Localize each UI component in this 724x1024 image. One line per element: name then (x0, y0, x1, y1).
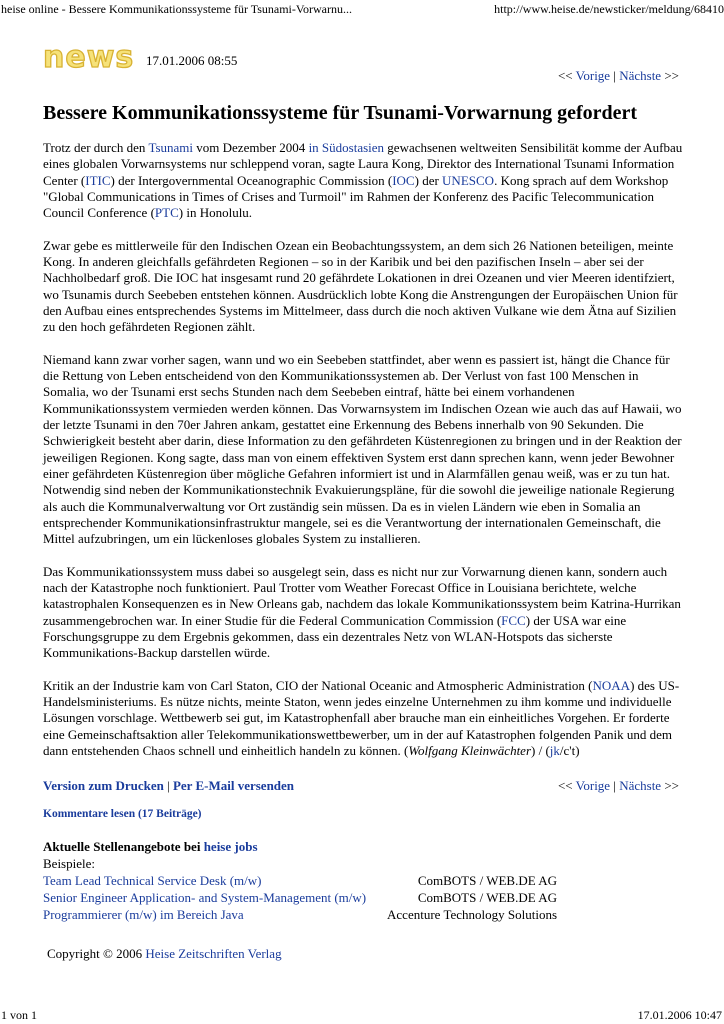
text-run: Kritik an der Industrie kam von Carl Staton, CIO der National Oceanic and Atmospheric Administration ( (43, 677, 593, 693)
article-paragraph (43, 678, 683, 759)
print-page-url: http://www.heise.de/newsticker/meldung/68410 (494, 2, 724, 16)
jobs-heading-text: Aktuelle Stellenangebote bei (43, 839, 204, 854)
article-paragraph (43, 140, 683, 221)
article-paragraph: Niemand kann zwar vorher sagen, wann und wo ein Seebeben stattfindet, aber wenn es passiert ist, hängt die Chance für die Rettung von Leben entscheidend von den Kommunikationssystemen ab. Der Verlust von fast 100 Menschen in Somalia, wo der Tsunami erst sechs Stunden nach dem Seebeben eintraf, hätte bei einem vorhandenen Kommunikationssystem vermieden werden können. Das Vorwarnsystem im Indischen Ozean wie auch das auf Hawaii, wo der letzte Tsunami in den 70er Jahren ankam, gestattet eine Erkennung des Bebens innerhalb von 90 Sekunden. Die Schwierigkeit besteht aber darin, diese Information zu den gefährdeten Küstenregionen zu bringen und in der Reaktion der jeweiligen Regionen. Kong sagte, dass man von einem effektiven System erst dann sprechen kann, wenn jeder Bewohner einer gefährdeten Küstenregion über mögliche Gefahren informiert ist und in Alarmfällen genau weiß, was er zu tun hat. Notwendig sind neben der Kommunikationstechnik Evakuierungspläne, für die sowohl die jeweilige nationale Regierung als auch die Kommunalverwaltung vor Ort zuständig sein müssen. Da es in vielen Ländern wie eben in Somalia an entsprechender Kommunikationsinfrastruktur mangele, sei es die Verantwortung der internationalen Gemeinschaft, die Mittel aufzubringen, um ein lückenloses globales System zu installieren. (43, 351, 682, 547)
print-page-number: 1 von 1 (1, 1008, 37, 1022)
text-run: gewachsenen weltweiten Sensibilität komme der Aufbau eines globalen Vorwarnsystems nur schleppend voran, sagte Laura Kong, Direktor des International Tsunami Information Center ( (43, 140, 683, 188)
text-run: . Kong sprach auf dem Workshop "Global Communications in Times of Crises and Turmoil" im Rahmen der Konferenz des Pacific Telecommunication Council Conference ( (43, 172, 669, 221)
job-row (43, 889, 563, 906)
job-company: Accenture Technology Solutions (387, 907, 557, 922)
article-date: 17.01.2006 08:55 (146, 53, 238, 68)
job-title-link[interactable]: Team Lead Technical Service Desk (m/w) (43, 873, 262, 888)
news-logo-text: news (43, 40, 135, 75)
job-title-link[interactable]: Senior Engineer Application- and System-Management (m/w) (43, 890, 367, 905)
text-run: ) / ( (531, 742, 550, 758)
inline-link[interactable]: FCC (501, 612, 526, 628)
inline-link[interactable]: jk (549, 742, 560, 758)
nav-prev-arrow: << (557, 68, 576, 83)
job-company: ComBOTS / WEB.DE AG (417, 873, 557, 888)
nav-prev-arrow: << (557, 778, 576, 793)
nav-prev-link[interactable]: Vorige (575, 778, 611, 793)
print-footer (0, 1006, 724, 1024)
jobs-examples-label: Beispiele: (43, 856, 95, 871)
nav-separator: | (610, 68, 620, 83)
article-nav-top (558, 68, 679, 84)
email-link[interactable]: Per E-Mail versenden (172, 778, 295, 793)
inline-link[interactable]: IOC (392, 172, 415, 188)
nav-next-arrow: >> (661, 778, 679, 793)
text-run: Trotz der durch den (43, 140, 149, 155)
text-run: ) in Honolulu. (178, 205, 253, 221)
comments-link[interactable]: Kommentare lesen (17 Beiträge) (43, 808, 202, 820)
print-header (0, 0, 724, 18)
inline-link[interactable]: UNESCO (442, 172, 495, 188)
inline-link[interactable]: in Südostasien (308, 140, 385, 155)
jobs-box (43, 838, 563, 923)
heise-jobs-link[interactable]: heise jobs (203, 839, 258, 854)
jobs-heading (43, 838, 563, 855)
print-datetime: 17.01.2006 10:47 (637, 1008, 722, 1022)
article-title: Bessere Kommunikationssysteme für Tsunami-Vorwarnung gefordert (43, 102, 638, 124)
nav-next-arrow: >> (661, 68, 679, 83)
copyright-text: Copyright © 2006 (47, 946, 146, 961)
inline-link[interactable]: NOAA (592, 677, 631, 693)
text-run: ) des US-Handelsministeriums. Es nütze nichts, meinte Staton, wenn jedes einzelne Unternehmen zu ihm komme und individuelle Lösungen vorschlage. Wettbewerb sei gut, im Katastrophenfall aber brauche man ein einheitliches Vorgehen. Er forderte eine Gemeinschaftsaktion aller Telekommunikationswettbewerber, um in der auf Katastrophen folgenden Panik und dem dann entstehenden Chaos schnell und einheitlich handeln zu können. ( (43, 677, 680, 758)
text-run: ) der Intergovernmental Oceanographic Commission ( (110, 172, 393, 188)
nav-next-link[interactable]: Nächste (619, 778, 662, 793)
article-body (43, 140, 683, 776)
job-title-link[interactable]: Programmierer (m/w) im Bereich Java (43, 907, 244, 922)
job-row (43, 872, 563, 889)
text-run: ) der (414, 172, 443, 188)
article-actions (43, 778, 294, 794)
inline-link[interactable]: Tsunami (148, 140, 194, 155)
text-run: vom Dezember 2004 (193, 140, 309, 155)
nav-prev-link[interactable]: Vorige (575, 68, 611, 83)
article-paragraph: Zwar gebe es mittlerweile für den Indischen Ozean ein Beobachtungssystem, an dem sich 26 Nationen beteiligen, meinte Kong. In anderen gleichfalls gefährdeten Regionen – so in der Karibik und bei den pazifischen Inseln – aber sei der Nachholbedarf groß. Die IOC hat insgesamt rund 20 gefährdete Lokationen in drei Ozeanen und vier Meeren identifziert, wo Tsunamis durch Seebeben entstehen können. Ausdrücklich lobte Kong die Anstrengungen der Europäischen Union für den Aufbau eines entsprechendes Systems im Mittelmeer, dass durch die noch aktiven Vulkane wie dem Ätna auf Sizilien zu den hoch gefährdeten Regionen zählt. (43, 237, 678, 335)
actions-separator: | (163, 778, 173, 793)
news-logo[interactable] (43, 40, 135, 75)
article-nav-bottom (558, 778, 679, 794)
text-run: Das Kommunikationssystem muss dabei so ausgelegt sein, dass es nicht nur zur Vorwarnung dienen kann, sondern auch nach der Katastrophe noch funktioniert. Paul Trotter vom Weather Forecast Office in Louisiana berichtete, welche katastrophalen Konsequenzen es in New Orleans gab, nachdem das lokale Kommunikationssystem beim Katrina-Hurrikan zusammengebrochen war. In einer Studie für die Federal Communication Commission ( (43, 563, 681, 628)
print-page-title: heise online - Bessere Kommunikationssysteme für Tsunami-Vorwarnu... (1, 2, 352, 16)
text-run: ) der USA war eine Forschungsgruppe zu dem Ergebnis gekommen, dass ein dezentrales Netz von WLAN-Hotspots das sicherste Kommunikations-Backup darstellen würde. (43, 612, 627, 661)
publisher-link[interactable]: Heise Zeitschriften Verlag (145, 946, 282, 961)
print-version-link[interactable]: Version zum Drucken (43, 778, 164, 793)
copyright (47, 946, 282, 962)
job-company: ComBOTS / WEB.DE AG (417, 890, 557, 905)
article-paragraph (43, 564, 683, 662)
text-run: /c't) (559, 742, 580, 758)
nav-next-link[interactable]: Nächste (619, 68, 662, 83)
author-name: Wolfgang Kleinwächter (408, 742, 532, 758)
inline-link[interactable]: ITIC (85, 172, 111, 188)
nav-separator: | (610, 778, 620, 793)
inline-link[interactable]: PTC (154, 205, 179, 221)
job-row (43, 906, 563, 923)
